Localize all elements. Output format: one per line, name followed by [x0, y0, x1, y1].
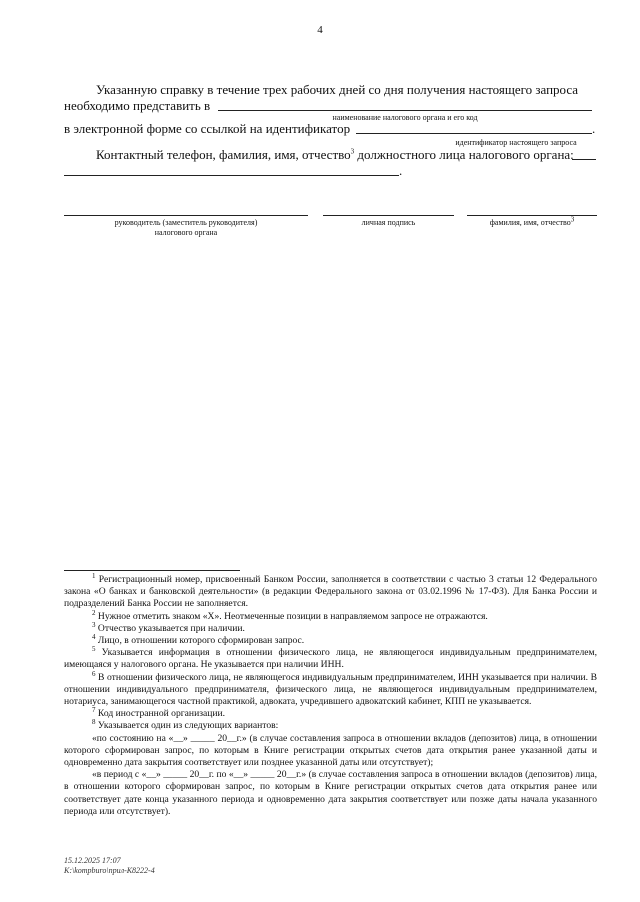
tax-body-field[interactable] [218, 110, 592, 111]
footnote-7: $^7$ Код иностранной организации. [92, 706, 226, 720]
footnote-8-option-1: «по состоянию на «__» _____ 20__г.» (в случае составления запроса в отношении вкладов (депозитов) лица, в отношении которого сформирован запрос, по которым в Книге регистрации открытых счетов дата открытия ранее указанной даты и одновременно дата закрытия соответствует или позднее указанной даты или отсутствует); [64, 732, 597, 769]
contact-field[interactable] [64, 175, 399, 176]
footnote-3: $^3$ Отчество указывается при наличии. [92, 620, 245, 634]
body-text-line: необходимо представить в [64, 98, 211, 113]
file-stamp [64, 856, 155, 876]
tax-body-caption: наименование налогового органа и его код [332, 113, 478, 122]
full-name-line[interactable] [467, 215, 597, 216]
body-text-line: в электронной форме со ссылкой на идентификатор [64, 121, 351, 136]
footnote-separator [64, 570, 240, 571]
contact-field-start[interactable] [572, 159, 596, 160]
request-id-caption: идентификатор настоящего запроса [455, 138, 577, 147]
contact-line: Контактный телефон, фамилия, имя, отчество$^3$ должностного лица налогового органа: [96, 147, 574, 162]
stamp-date: 15.12.2025 17:07 [64, 856, 121, 865]
head-label: руководитель (заместитель руководителя) налогового органа [114, 218, 258, 237]
footnote-1: $^1$ Регистрационный номер, присвоенный Банком России, заполняется в соответствии с частью 3 статьи 12 Федерального закона «О банках и банковской деятельности» (в редакции Федерального закона от 03.02.1996 № 17-ФЗ). Для Банка России и подразделений Банка России не заполняется. [64, 571, 597, 610]
personal-signature-line[interactable] [323, 215, 454, 216]
request-id-field[interactable] [356, 133, 592, 134]
page-number: 4 [317, 24, 323, 36]
signature-label: личная подпись [361, 218, 416, 227]
head-signature-line[interactable] [64, 215, 308, 216]
footnote-8-option-2: «в период с «__» _____ 20__г. по «__» _____ 20__г.» (в случае составления запроса в отношении вкладов (депозитов) лица, в отношении которого сформирован запрос, по которым в Книге регистрации открытых счетов дата открытия ранее или соответствует дате конца указанного периода и одновременно дата закрытия соответствует или позже даты начала указанного периода или отсутствует). [64, 769, 597, 817]
footnote-5: $^5$ Указывается информация в отношении физического лица, не являющегося индивидуальным предпринимателем, имеющаяся у налогового органа. Не указывается при наличии ИНН. [64, 645, 597, 671]
body-text-line: Указанную справку в течение трех рабочих дней со дня получения настоящего запроса [96, 82, 579, 97]
period-mark: . [399, 163, 403, 178]
footnote-4: $^4$ Лицо, в отношении которого сформирован запрос. [92, 632, 305, 647]
stamp-path: K:\kompburo\прил-К8222-4 [64, 866, 155, 875]
footnote-6: $^6$ В отношении физического лица, не являющегося индивидуальным предпринимателем, ИНН указывается при наличии. В отношении индивидуального предпринимателя, физического лица, не являющегося индивидуальным предпринимателем, нотариуса, занимающегося частной практикой, адвоката, учредившего адвокатский кабинет, КПП не указывается. [64, 669, 597, 708]
period-mark: . [592, 121, 596, 136]
name-label: фамилия, имя, отчество$^3$ [489, 215, 575, 227]
footnote-2: $^2$ Нужное отметить знаком «Х». Неотмеченные позиции в направляемом запросе не отражаются. [92, 608, 488, 622]
footnotes [64, 571, 597, 818]
footnote-8: $^8$ Указывается один из следующих вариантов: [92, 718, 279, 732]
